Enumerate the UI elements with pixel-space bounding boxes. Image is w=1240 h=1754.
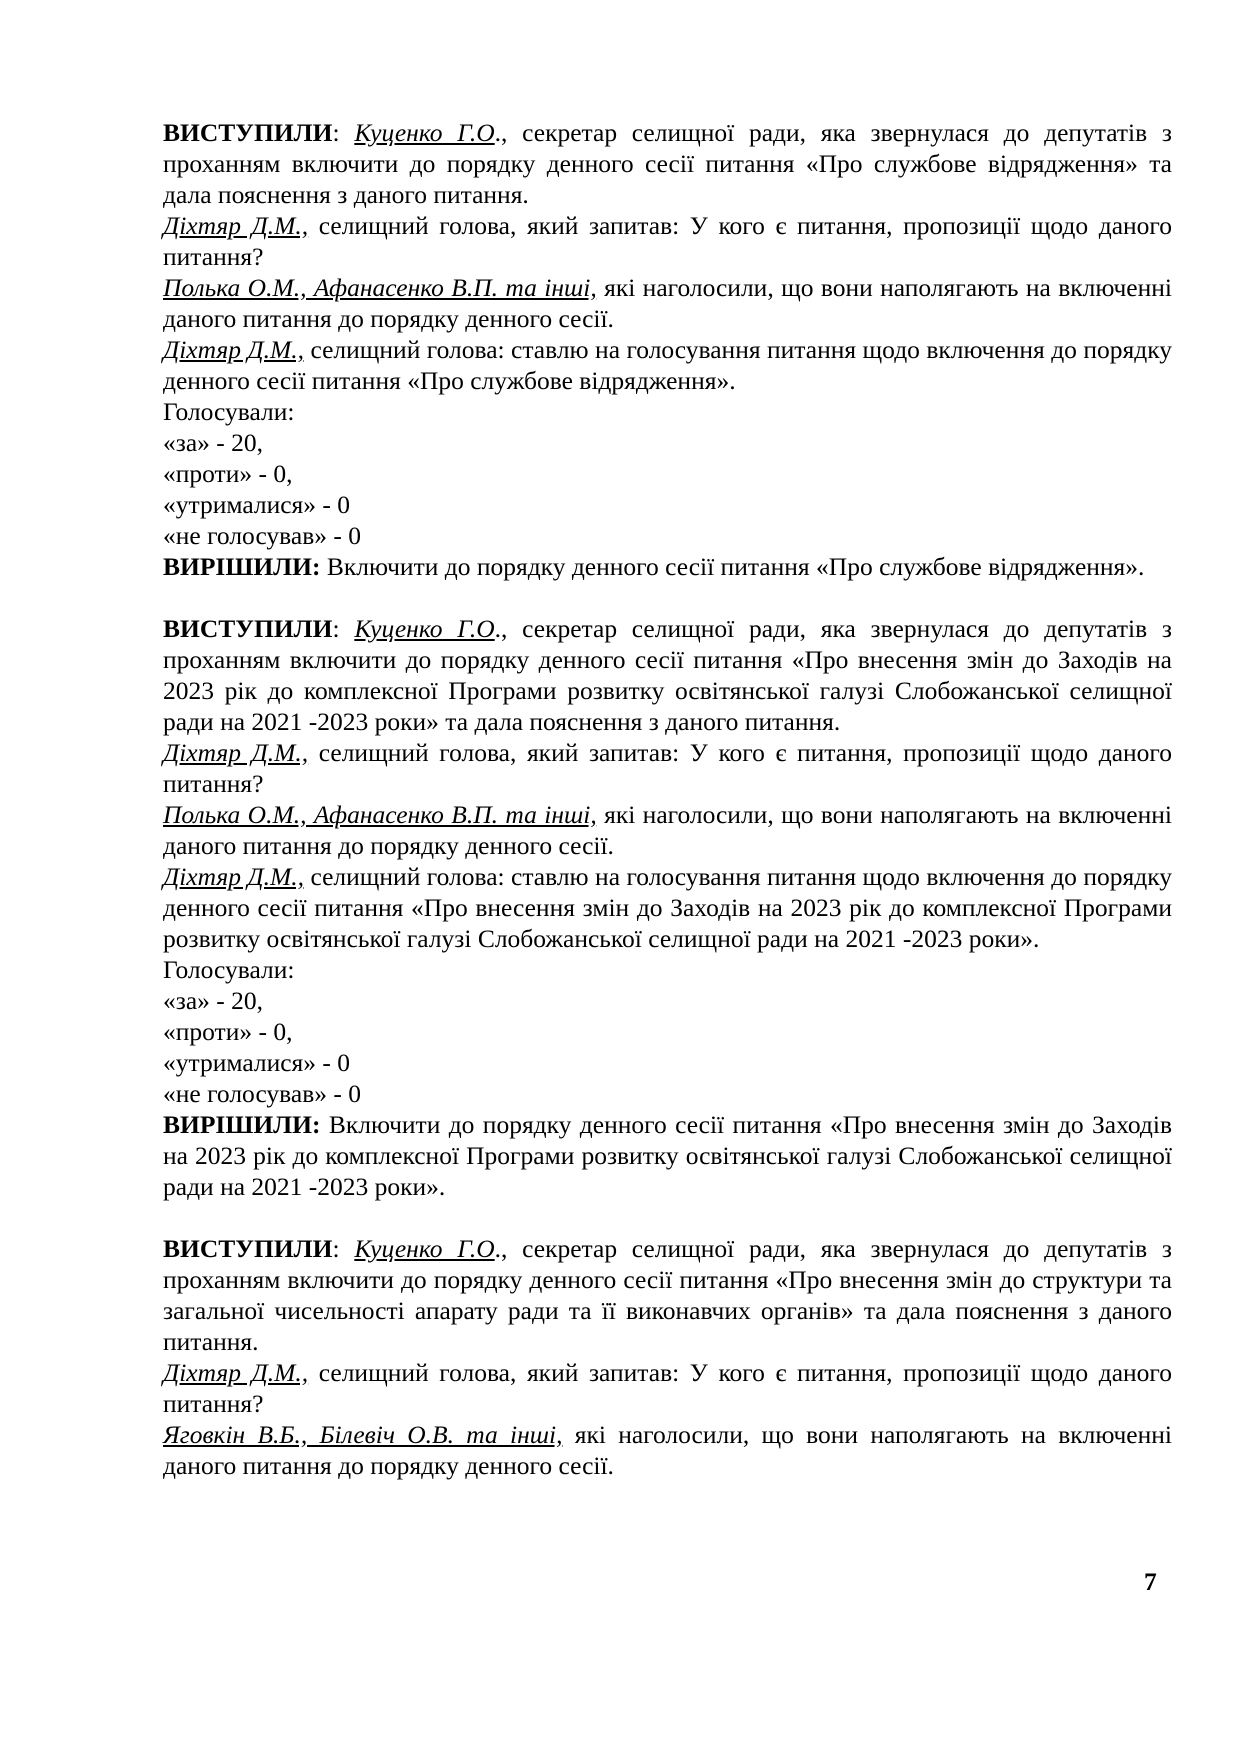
agenda-block-3 <box>163 1233 1172 1481</box>
name-tail: . <box>494 1234 502 1263</box>
vote-call-paragraph <box>163 334 1172 396</box>
votes-against: «проти» - 0, <box>163 459 293 488</box>
question-text: селищний голова, який запитав: У кого є питання, пропозиції щодо даного питання? <box>163 738 1172 798</box>
votes-against: «проти» - 0, <box>163 1017 293 1046</box>
name-tail: . <box>494 118 502 147</box>
agenda-block-2 <box>163 613 1172 1202</box>
supporters-names: Полька О.М., Афанасенко В.П. та інші, <box>163 273 597 302</box>
speaker-name: Куценко Г.О <box>354 118 495 147</box>
question-text: селищний голова, який запитав: У кого є питання, пропозиції щодо даного питання? <box>163 211 1172 271</box>
chair-name: Діхтяр Д.М., <box>163 211 309 240</box>
supporters-paragraph <box>163 272 1172 334</box>
question-paragraph <box>163 210 1172 272</box>
agenda-block-1 <box>163 117 1172 582</box>
chair-name: Діхтяр Д.М., <box>163 862 304 891</box>
supporters-text: які наголосили, що вони наполягають на включенні даного питання до порядку денного сесії. <box>163 1420 1172 1480</box>
question-paragraph <box>163 1357 1172 1419</box>
speaker-name: Куценко Г.О <box>354 614 495 643</box>
page-number: 7 <box>1144 1567 1157 1596</box>
decision-label: ВИРІШИЛИ: <box>163 1110 321 1139</box>
vote-call-paragraph <box>163 861 1172 954</box>
block-spacer <box>163 582 1172 613</box>
separator: : <box>332 1234 355 1263</box>
speaker-paragraph <box>163 117 1172 210</box>
question-text: селищний голова, який запитав: У кого є питання, пропозиції щодо даного питання? <box>163 1358 1172 1418</box>
votes-for: «за» - 20, <box>163 428 264 457</box>
speaker-text: , секретар селищної ради, яка звернулася до депутатів з проханням включити до порядку денного сесії питання «Про внесення змін до структури та загальної чисельності апарату ради та її виконавчих органів» та дала пояснення з даного питання. <box>163 1234 1172 1356</box>
speaker-name: Куценко Г.О <box>354 1234 495 1263</box>
decision-text: Включити до порядку денного сесії питання «Про внесення змін до Заходів на 2023 рік до комплексної Програми розвитку освітянської галузі Слобожанської селищної ради на 2021 -2023 роки». <box>163 1110 1172 1201</box>
question-paragraph <box>163 737 1172 799</box>
chair-name: Діхтяр Д.М., <box>163 1358 309 1387</box>
section-label: ВИСТУПИЛИ <box>163 614 333 643</box>
supporters-text: які наголосили, що вони наполягають на включенні даного питання до порядку денного сесії. <box>163 800 1172 860</box>
votes-title: Голосували: <box>163 955 295 984</box>
supporters-paragraph <box>163 799 1172 861</box>
chair-name: Діхтяр Д.М., <box>163 335 304 364</box>
supporters-paragraph <box>163 1419 1172 1481</box>
votes-not-voted: «не голосував» - 0 <box>163 1079 361 1108</box>
votes-abstained: «утрималися» - 0 <box>163 1048 351 1077</box>
block-spacer <box>163 1202 1172 1233</box>
decision-paragraph <box>163 1109 1172 1202</box>
separator: : <box>332 614 355 643</box>
supporters-text: які наголосили, що вони наполягають на включенні даного питання до порядку денного сесії. <box>163 273 1172 333</box>
name-tail: . <box>494 614 502 643</box>
section-label: ВИСТУПИЛИ <box>163 1234 333 1263</box>
decision-paragraph <box>163 551 1172 582</box>
votes-title: Голосували: <box>163 397 295 426</box>
speaker-paragraph <box>163 1233 1172 1357</box>
section-label: ВИСТУПИЛИ <box>163 118 333 147</box>
separator: : <box>332 118 355 147</box>
votes-for: «за» - 20, <box>163 986 264 1015</box>
decision-text: Включити до порядку денного сесії питання «Про службове відрядження». <box>320 552 1145 581</box>
speaker-text: , секретар селищної ради, яка звернулася до депутатів з проханням включити до порядку денного сесії питання «Про внесення змін до Заходів на 2023 рік до комплексної Програми розвитку освітянської галузі Слобожанської селищної ради на 2021 -2023 роки» та дала пояснення з даного питання. <box>163 614 1172 736</box>
speaker-text: , секретар селищної ради, яка звернулася до депутатів з проханням включити до порядку денного сесії питання «Про службове відрядження» та дала пояснення з даного питання. <box>163 118 1172 209</box>
supporters-names: Яговкін В.Б., Білевіч О.В. та інші, <box>163 1420 563 1449</box>
votes-abstained: «утрималися» - 0 <box>163 490 351 519</box>
chair-name: Діхтяр Д.М., <box>163 738 309 767</box>
speaker-paragraph <box>163 613 1172 737</box>
supporters-names: Полька О.М., Афанасенко В.П. та інші, <box>163 800 597 829</box>
vote-call-text: селищний голова: ставлю на голосування питання щодо включення до порядку денного сесії питання «Про внесення змін до Заходів на 2023 рік до комплексної Програми розвитку освітянської галузі Слобожанської селищної ради на 2021 -2023 роки». <box>163 862 1172 953</box>
document-body <box>163 117 1172 1481</box>
vote-call-text: селищний голова: ставлю на голосування питання щодо включення до порядку денного сесії питання «Про службове відрядження». <box>163 335 1172 395</box>
votes-not-voted: «не голосував» - 0 <box>163 521 361 550</box>
decision-label: ВИРІШИЛИ: <box>163 552 321 581</box>
